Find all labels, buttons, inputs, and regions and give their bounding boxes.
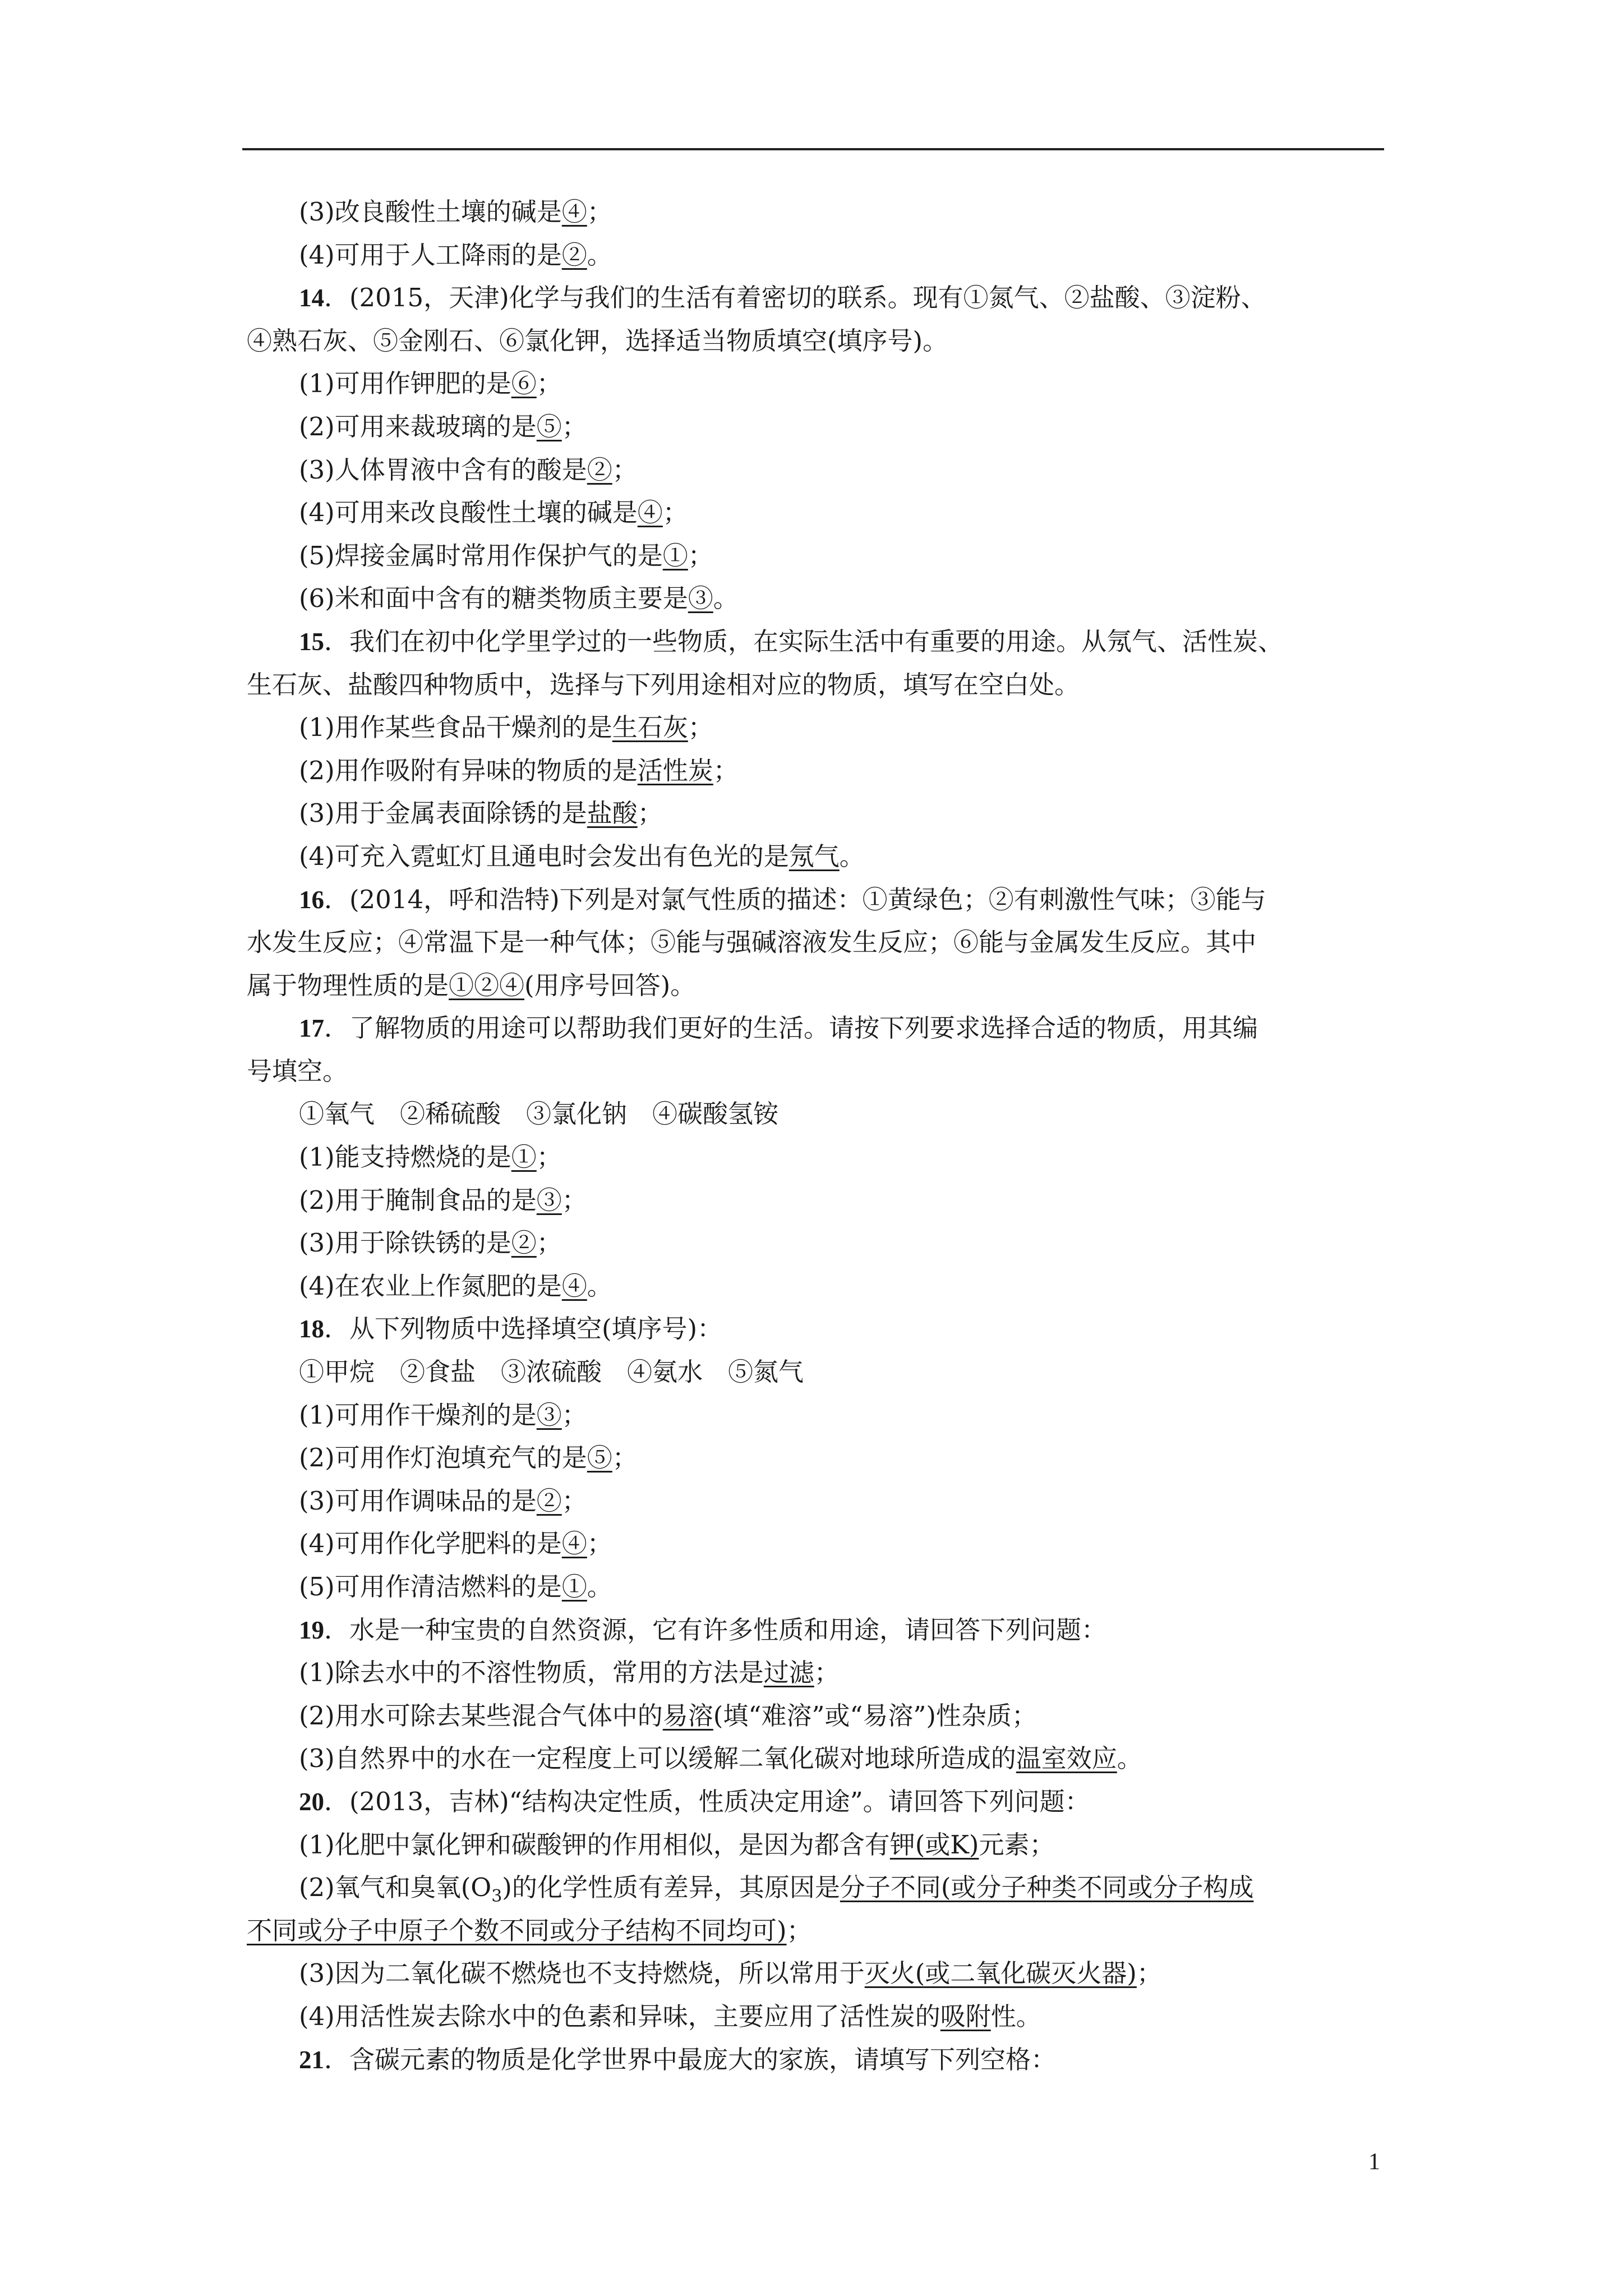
text-segment: ．(2015，天津)化学与我们的生活有着密切的联系。现有①氮气、②盐酸、③淀粉、 <box>324 283 1266 313</box>
text-line <box>247 1651 1391 1695</box>
text-segment: (1)除去水中的不溶性物质，常用的方法是 <box>299 1658 764 1688</box>
text-segment: ； <box>713 755 739 785</box>
text-segment: ； <box>587 197 612 227</box>
text-segment: ①甲烷 ②食盐 ③浓硫酸 ④氨水 ⑤氮气 <box>299 1357 804 1387</box>
answer-text: 氖气 <box>789 841 840 871</box>
question-number: 15 <box>299 627 324 656</box>
answer-text: ② <box>587 454 612 485</box>
text-line <box>247 964 1391 1007</box>
text-segment: ．了解物质的用途可以帮助我们更好的生活。请按下列要求选择合适的物质，用其编 <box>324 1013 1258 1043</box>
answer-text: ④ <box>561 1529 587 1559</box>
text-segment: (3)人体胃液中含有的酸是 <box>299 454 587 485</box>
answer-text: ② <box>561 240 587 270</box>
answer-text: ② <box>536 1485 562 1516</box>
text-segment: ．水是一种宝贵的自然资源，它有许多性质和用途，请回答下列问题： <box>324 1614 1107 1645</box>
text-segment: (4)用活性炭去除水中的色素和异味，主要应用了活性炭的 <box>299 2001 940 2031</box>
answer-text: 钾(或K) <box>889 1829 979 1860</box>
text-line <box>247 878 1391 922</box>
text-segment: (3)改良酸性土壤的碱是 <box>299 197 562 227</box>
text-line <box>247 1780 1391 1824</box>
text-segment: ①氧气 ②稀硫酸 ③氯化钠 ④碳酸氢铵 <box>299 1099 779 1129</box>
answer-text: ① <box>662 540 688 570</box>
text-line <box>247 1437 1391 1480</box>
text-line <box>247 449 1391 492</box>
text-line <box>247 277 1391 320</box>
text-line <box>247 1222 1391 1265</box>
answer-text: ⑥ <box>511 369 537 399</box>
answer-text: ④ <box>561 197 587 227</box>
text-line <box>247 1695 1391 1738</box>
text-segment: 元素； <box>979 1829 1055 1860</box>
text-segment: 。 <box>587 1271 612 1301</box>
text-line <box>247 921 1391 964</box>
text-line <box>247 577 1391 620</box>
text-segment: (2)可用来裁玻璃的是 <box>299 411 537 441</box>
text-segment: 。 <box>713 583 739 614</box>
text-segment: (1)化肥中氯化钾和碳酸钾的作用相似，是因为都含有 <box>299 1829 890 1860</box>
text-line <box>247 2039 1391 2082</box>
answer-text: 灭火(或二氧化碳灭火器) <box>864 1958 1137 1989</box>
text-segment: 。 <box>587 1572 612 1602</box>
question-number: 20 <box>299 1787 324 1816</box>
text-segment: ； <box>536 369 562 399</box>
answer-text: ③ <box>536 1185 562 1215</box>
answer-text: ③ <box>688 583 713 614</box>
text-line <box>247 1609 1391 1652</box>
text-segment: (1)用作某些食品干燥剂的是 <box>299 712 612 743</box>
header-rule <box>242 148 1384 150</box>
text-line <box>247 406 1391 449</box>
text-segment: (2)可用作灯泡填充气的是 <box>299 1443 587 1473</box>
answer-text: 不同或分子中原子个数不同或分子结构不同均可) <box>247 1915 787 1945</box>
text-line <box>247 1952 1391 1995</box>
text-segment: 号填空。 <box>247 1056 348 1086</box>
text-segment: (5)可用作清洁燃料的是 <box>299 1572 562 1602</box>
answer-text: 生石灰 <box>612 712 688 743</box>
answer-text: ④ <box>637 498 663 528</box>
text-segment: (3)因为二氧化碳不燃烧也不支持燃烧，所以常用于 <box>299 1958 865 1989</box>
text-segment: 。 <box>1117 1743 1142 1774</box>
text-segment: ．从下列物质中选择填空(填序号)： <box>324 1314 723 1344</box>
answer-text: ① <box>561 1572 587 1602</box>
text-segment: (用序号回答)。 <box>524 970 696 1000</box>
question-number: 16 <box>299 885 324 914</box>
text-line <box>247 535 1391 578</box>
question-number: 17 <box>299 1014 324 1043</box>
text-segment: 。 <box>839 841 865 871</box>
text-line <box>247 1866 1391 1910</box>
question-number: 18 <box>299 1315 324 1343</box>
text-segment: ； <box>662 498 688 528</box>
text-segment: 。 <box>587 240 612 270</box>
text-segment: ； <box>561 411 587 441</box>
text-line <box>247 1050 1391 1093</box>
text-segment: 生石灰、盐酸四种物质中，选择与下列用途相对应的物质，填写在空白处。 <box>247 669 1080 700</box>
text-segment: ； <box>1136 1958 1162 1989</box>
text-line <box>247 234 1391 277</box>
text-line <box>247 792 1391 835</box>
answer-text: ② <box>511 1228 537 1258</box>
answer-text: ⑤ <box>587 1443 612 1473</box>
text-segment: ； <box>688 540 713 570</box>
text-segment: (2)用于腌制食品的是 <box>299 1185 537 1215</box>
text-segment: (1)可用作钾肥的是 <box>299 369 511 399</box>
text-line <box>247 1394 1391 1437</box>
answer-text: ①②④ <box>449 970 525 1000</box>
text-line <box>247 835 1391 878</box>
text-segment: ； <box>536 1228 562 1258</box>
text-segment: 水发生反应；④常温下是一种气体；⑤能与强碱溶液发生反应；⑥能与金属发生反应。其中 <box>247 927 1257 958</box>
question-number: 19 <box>299 1616 324 1644</box>
text-line <box>247 1737 1391 1780</box>
text-line <box>247 664 1391 707</box>
answer-text: 过滤 <box>763 1658 814 1688</box>
answer-text: 易溶 <box>662 1700 713 1731</box>
text-line <box>247 706 1391 749</box>
text-segment: (2)用水可除去某些混合气体中的 <box>299 1700 663 1731</box>
text-segment: (2)氧气和臭氧(O <box>299 1872 492 1903</box>
text-line <box>247 1480 1391 1523</box>
text-line <box>247 1136 1391 1179</box>
text-segment: ．含碳元素的物质是化学世界中最庞大的家族，请填写下列空格： <box>324 2044 1057 2074</box>
text-line <box>247 749 1391 793</box>
text-segment: (5)焊接金属时常用作保护气的是 <box>299 540 663 570</box>
answer-text: ⑤ <box>536 411 562 441</box>
answer-text: ① <box>511 1142 537 1172</box>
text-segment: ．我们在初中化学里学过的一些物质，在实际生活中有重要的用途。从氖气、活性炭、 <box>324 626 1284 656</box>
text-line <box>247 1265 1391 1308</box>
document-body <box>247 191 1391 2081</box>
text-line <box>247 1179 1391 1222</box>
text-segment: (3)用于金属表面除锈的是 <box>299 798 587 829</box>
text-segment: ； <box>814 1658 840 1688</box>
text-line <box>247 362 1391 406</box>
text-segment: )的化学性质有差异，其原因是 <box>502 1872 840 1903</box>
text-line <box>247 620 1391 664</box>
text-line <box>247 1308 1391 1351</box>
text-segment: (1)可用作干燥剂的是 <box>299 1400 537 1430</box>
text-segment: ； <box>612 1443 638 1473</box>
text-segment: (4)在农业上作氮肥的是 <box>299 1271 562 1301</box>
text-segment: (3)可用作调味品的是 <box>299 1485 537 1516</box>
text-segment: 属于物理性质的是 <box>247 970 449 1000</box>
text-segment: ．(2013，吉林)“结构决定性质，性质决定用途”。请回答下列问题： <box>324 1786 1090 1816</box>
text-segment: ； <box>637 798 663 829</box>
page-number: 1 <box>1368 2149 1380 2175</box>
text-segment: (2)用作吸附有异味的物质的是 <box>299 755 638 785</box>
answer-text: ③ <box>536 1400 562 1430</box>
text-segment: (1)能支持燃烧的是 <box>299 1142 511 1172</box>
text-segment: (填“难溶”或“易溶”)性杂质； <box>713 1700 1037 1731</box>
text-line <box>247 1910 1391 1953</box>
text-line <box>247 1995 1391 2039</box>
subscript: 3 <box>491 1887 502 1907</box>
text-segment: ④熟石灰、⑤金刚石、⑥氯化钾，选择适当物质填空(填序号)。 <box>247 325 948 356</box>
text-line <box>247 191 1391 234</box>
text-segment: 性。 <box>990 2001 1041 2031</box>
text-line <box>247 1351 1391 1394</box>
answer-text: 温室效应 <box>1016 1743 1117 1774</box>
text-line <box>247 1093 1391 1136</box>
text-segment: (3)用于除铁锈的是 <box>299 1228 511 1258</box>
text-segment: (4)可充入霓虹灯且通电时会发出有色光的是 <box>299 841 789 871</box>
answer-text: 盐酸 <box>587 798 638 829</box>
answer-text: 吸附 <box>940 2001 991 2031</box>
text-segment: ； <box>786 1915 812 1945</box>
text-line <box>247 491 1391 535</box>
text-segment: ； <box>688 712 713 743</box>
text-segment: ； <box>587 1529 612 1559</box>
text-segment: (6)米和面中含有的糖类物质主要是 <box>299 583 688 614</box>
question-number: 14 <box>299 284 324 312</box>
answer-text: 分子不同(或分子种类不同或分子构成 <box>840 1872 1254 1903</box>
text-segment: ； <box>536 1142 562 1172</box>
text-segment: ； <box>561 1485 587 1516</box>
text-segment: ．(2014，呼和浩特)下列是对氯气性质的描述：①黄绿色；②有刺激性气味；③能与 <box>324 884 1266 914</box>
text-segment: (4)可用于人工降雨的是 <box>299 240 562 270</box>
answer-text: ④ <box>561 1271 587 1301</box>
text-line <box>247 320 1391 363</box>
answer-text: 活性炭 <box>637 755 713 785</box>
text-segment: (4)可用作化学肥料的是 <box>299 1529 562 1559</box>
text-segment: ； <box>561 1185 587 1215</box>
question-number: 21 <box>299 2045 324 2074</box>
text-segment: (4)可用来改良酸性土壤的碱是 <box>299 498 638 528</box>
text-segment: ； <box>561 1400 587 1430</box>
text-segment: (3)自然界中的水在一定程度上可以缓解二氧化碳对地球所造成的 <box>299 1743 1016 1774</box>
text-line <box>247 1824 1391 1867</box>
text-line <box>247 1007 1391 1050</box>
text-line <box>247 1566 1391 1609</box>
text-line <box>247 1522 1391 1566</box>
text-segment: ； <box>612 454 638 485</box>
